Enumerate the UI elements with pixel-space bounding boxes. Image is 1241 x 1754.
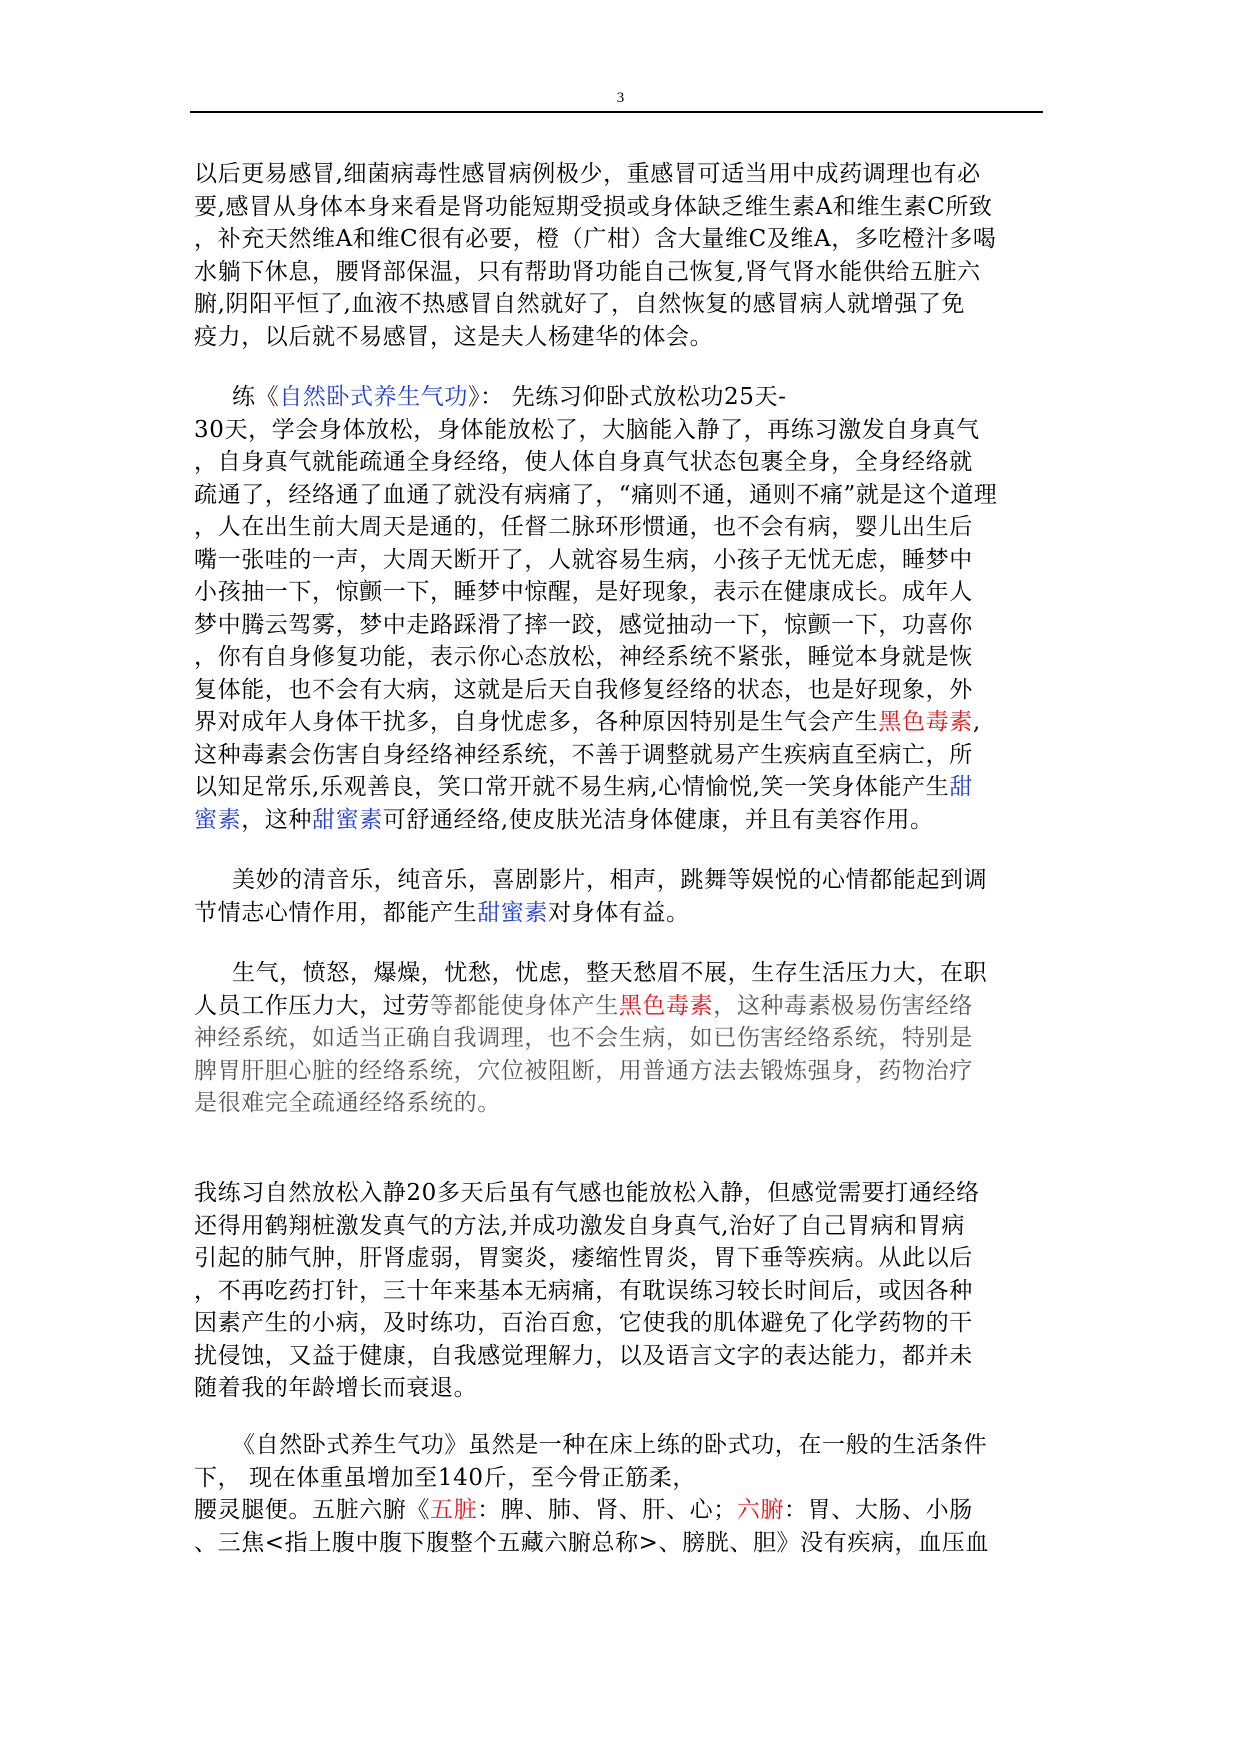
text-line: ，补充天然维A和维C很有必要，橙（广柑）含大量维C及维A，多吃橙汁多喝	[194, 226, 997, 252]
text-line	[194, 771, 1044, 804]
text-line: 美妙的清音乐，纯音乐，喜剧影片，相声，跳舞等娱悦的心情都能起到调	[232, 867, 988, 893]
text-line: 疫力，以后就不易感冒，这是夫人杨建华的体会。	[194, 323, 714, 350]
text-line: ，你有自身修复功能，表示你心态放松，神经系统不紧张，睡觉本身就是恢	[194, 644, 973, 670]
text-line: 还得用鹤翔桩激发真气的方法,并成功激发自身真气,治好了自己胃病和胃病	[194, 1212, 966, 1239]
text-run: ，这种	[241, 806, 313, 833]
text-line: 30天，学会身体放松，身体能放松了，大脑能入静了，再练习激发自身真气	[194, 416, 980, 443]
header-rule	[190, 111, 1043, 113]
text-line: ，不再吃药打针，三十年来基本无病痛，有耽误练习较长时间后，或因各种	[194, 1277, 973, 1304]
text-run: 等都能使身体产生	[430, 992, 619, 1019]
text-line: 水躺下休息，腰肾部保温，只有帮助肾功能自己恢复,肾气肾水能供给五脏六	[194, 258, 981, 285]
text-line: 要,感冒从身体本身来看是肾功能短期受损或身体缺乏维生素A和维生素C所致	[194, 193, 993, 220]
paragraph-stress-harm	[194, 957, 1044, 1120]
text-line	[194, 990, 1044, 1023]
page-number: 3	[616, 90, 625, 106]
text-line: ，自身真气就能疏通全身经络，使人体自身真气状态包裹全身，全身经络就	[194, 449, 973, 475]
text-line: 小孩抽一下，惊颤一下，睡梦中惊醒，是好现象，表示在健康成长。成年人	[194, 579, 973, 605]
text-line: 是很难完全疏通经络系统的。	[194, 1090, 501, 1116]
text-line: 以后更易感冒,细菌病毒性感冒病例极少，重感冒可适当用中成药调理也有必	[194, 161, 981, 187]
text-line: 这种毒素会伤害自身经络神经系统，不善于调整就易产生疾病直至病亡，所	[194, 741, 973, 768]
text-line: 《自然卧式养生气功》虽然是一种在床上练的卧式功，在一般的生活条件	[232, 1432, 988, 1458]
text-line: 扰侵蚀，又益于健康，自我感觉理解力，以及语言文字的表达能力，都并未	[194, 1342, 973, 1369]
paragraph-personal-experience	[194, 1177, 1044, 1405]
text-run: 界对成年人身体干扰多，自身忧虑多，各种原因特别是生气会产生	[194, 709, 879, 735]
qigong-title-link: 自然卧式养生气功	[279, 384, 469, 410]
text-line: 神经系统，如适当正确自我调理，也不会生病，如已伤害经络系统，特别是	[194, 1025, 973, 1051]
highlight-black-toxin: 黑色毒素	[878, 709, 973, 735]
paragraph-music-mood	[194, 864, 1044, 929]
text-line	[194, 381, 1044, 414]
text-run: 可舒通经络,使皮肤光洁身体健康，并且有美容作用。	[382, 806, 934, 833]
text-run: 节情志心情作用，都能产生	[194, 899, 478, 926]
highlight-six-viscera: 六腑	[736, 1497, 785, 1523]
text-line: 生气，愤怒，爆燥，忧愁，忧虑，整天愁眉不展，生存生活压力大，在职	[232, 960, 988, 986]
text-line	[194, 897, 1044, 930]
text-line: ，人在出生前大周天是通的，任督二脉环形惯通，也不会有病，婴儿出生后	[194, 514, 973, 540]
highlight-sweetener: 甜	[949, 774, 973, 800]
text-run: 以知足常乐,乐观善良，笑口常开就不易生病,心情愉悦,笑一笑身体能产生	[194, 774, 950, 800]
text-run: 人员工作压力大，过劳	[194, 992, 430, 1019]
text-run: ，这种毒素极易伤害经络	[713, 992, 973, 1019]
text-line	[194, 804, 1044, 837]
text-line: 嘴一张哇的一声，大周天断开了，人就容易生病，小孩子无忧无虑，睡梦中	[194, 546, 973, 573]
paragraph-qigong-practice	[194, 381, 1044, 836]
highlight-black-toxin: 黑色毒素	[618, 992, 714, 1019]
text-line: 随着我的年龄增长而衰退。	[194, 1375, 478, 1401]
text-line: 腑,阴阳平恒了,血液不热感冒自然就好了，自然恢复的感冒病人就增强了免	[194, 291, 966, 317]
text-line	[194, 1494, 1044, 1527]
text-line: 下， 现在体重虽增加至140斤，至今骨正筋柔，	[194, 1464, 697, 1491]
text-line: 因素产生的小病，及时练功，百治百愈，它使我的肌体避免了化学药物的干	[194, 1310, 973, 1336]
text-run: ,	[972, 709, 981, 735]
text-run: 对身体有益。	[548, 899, 690, 926]
paragraph-qigong-benefits	[194, 1429, 1044, 1559]
highlight-five-organs: 五脏	[430, 1497, 478, 1523]
highlight-sweetener: 甜蜜素	[312, 806, 383, 833]
text-line	[194, 706, 1044, 739]
highlight-sweetener: 蜜素	[194, 806, 242, 833]
text-line: 我练习自然放松入静20多天后虽有气感也能放松入静，但感觉需要打通经络	[194, 1180, 980, 1206]
text-run: 》： 先练习仰卧式放松功25天-	[468, 384, 787, 410]
text-line: 引起的肺气肿，肝肾虚弱，胃窦炎，痿缩性胃炎，胃下垂等疾病。从此以后	[194, 1245, 973, 1271]
text-line: 疏通了，经络通了血通了就没有病痛了，“痛则不通，通则不痛”就是这个道理	[194, 481, 998, 508]
text-run: ：脾、肺、肾、肝、心；	[477, 1497, 737, 1523]
text-run: 腰灵腿便。五脏六腑《	[194, 1497, 430, 1523]
text-line: 脾胃肝胆心脏的经络系统，穴位被阻断，用普通方法去锻炼强身，药物治疗	[194, 1057, 973, 1084]
text-line: 、三焦<指上腹中腹下腹整个五藏六腑总称>、膀胱、胆》没有疾病，血压血	[194, 1529, 989, 1556]
text-line: 梦中腾云驾雾，梦中走路踩滑了摔一跤，感觉抽动一下，惊颤一下，功喜你	[194, 611, 973, 638]
text-line: 复体能，也不会有大病，这就是后天自我修复经络的状态，也是好现象，外	[194, 676, 973, 703]
text-run: ：胃、大肠、小肠	[784, 1497, 973, 1523]
paragraph-cold-advice	[194, 158, 1044, 353]
text-run: 练《	[232, 384, 280, 410]
highlight-sweetener: 甜蜜素	[477, 899, 549, 926]
